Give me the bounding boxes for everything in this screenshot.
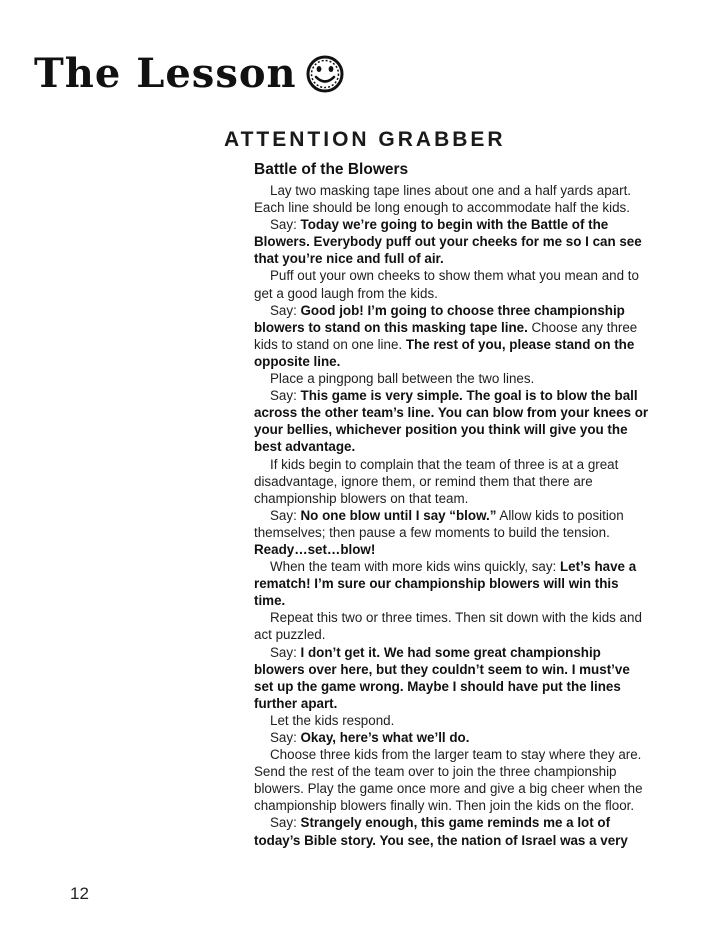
paragraph-text: Say: — [270, 507, 301, 523]
paragraph-text: Say: — [270, 815, 301, 831]
bold-speech-text: Ready…set…blow! — [254, 541, 376, 557]
bold-speech-text: No one blow until I say “blow.” — [300, 507, 497, 523]
paragraph — [254, 729, 650, 746]
paragraph — [254, 558, 650, 609]
paragraph — [254, 370, 650, 387]
paragraph — [254, 302, 650, 370]
paragraph-text: Let the kids respond. — [270, 712, 395, 728]
bold-speech-text: I don’t get it. We had some great championship blowers over here, but they couldn’t seem to win. I must’ve set up the game wrong. Maybe I should have put the lines further apart. — [254, 644, 630, 711]
page-number: 12 — [70, 884, 89, 903]
paragraph-text: Say: — [270, 644, 301, 660]
smiley-face-icon — [305, 54, 345, 94]
lesson-title: The Lesson — [34, 50, 297, 97]
paragraph-text: Choose three kids from the larger team to stay where they are. Send the rest of the team over to join the three championship blowers. Play the game once more and give a big cheer when the championship blowers finally win. Then join the kids on the floor. — [254, 747, 643, 814]
paragraph — [254, 644, 650, 712]
paragraph — [254, 507, 650, 558]
paragraph — [254, 387, 650, 455]
paragraph — [254, 182, 650, 216]
paragraph-text: Choose any three kids to stand on one line. — [254, 319, 638, 352]
paragraph-text: If kids begin to complain that the team of three is at a great disadvantage, ignore them, or remind them that there are championship blowers on that team. — [254, 456, 619, 506]
paragraph-text: Say: — [270, 730, 301, 745]
paragraph — [254, 456, 650, 507]
paragraph — [254, 216, 650, 267]
lesson-title-block — [34, 50, 345, 97]
bold-speech-text: Good job! I’m going to choose three championship blowers to stand on this masking tape line. — [254, 302, 625, 335]
paragraph-text: Lay two masking tape lines about one and a half yards apart. Each line should be long enough to accommodate half the kids. — [254, 183, 632, 216]
section-heading: ATTENTION GRABBER — [224, 128, 506, 151]
paragraph — [254, 746, 650, 814]
lesson-body-text — [254, 182, 650, 849]
paragraph — [254, 267, 650, 301]
paragraph — [254, 814, 650, 848]
activity-title: Battle of the Blowers — [254, 161, 409, 178]
paragraph-text: Say: — [270, 388, 301, 404]
bold-speech-text: The rest of you, please stand on the opposite line. — [254, 336, 635, 369]
bold-speech-text: Today we’re going to begin with the Battle of the Blowers. Everybody puff out your cheeks for me so I can see that you’re nice and full of air. — [254, 217, 642, 267]
paragraph-text: Puff out your own cheeks to show them what you mean and to get a good laugh from the kids. — [254, 268, 639, 301]
paragraph-text: Say: — [270, 217, 301, 233]
bold-speech-text: Let’s have a rematch! I’m sure our championship blowers will win this time. — [254, 559, 637, 609]
paragraph-text: When the team with more kids wins quickly, say: — [270, 559, 560, 575]
bold-speech-text: This game is very simple. The goal is to blow the ball across the other team’s line. You can blow from your knees or your bellies, whichever position you think will give you the best advantage. — [254, 388, 649, 455]
paragraph-text: Place a pingpong ball between the two lines. — [270, 371, 535, 387]
paragraph — [254, 712, 650, 729]
paragraph-text: Say: — [270, 302, 301, 318]
paragraph — [254, 609, 650, 643]
bold-speech-text: Strangely enough, this game reminds me a lot of today’s Bible story. You see, the nation of Israel was a very — [254, 815, 628, 848]
paragraph-text: Allow kids to position themselves; then pause a few moments to build the tension. — [254, 507, 624, 540]
paragraph-text: Repeat this two or three times. Then sit down with the kids and act puzzled. — [254, 610, 642, 643]
bold-speech-text: Okay, here’s what we’ll do. — [300, 730, 470, 745]
